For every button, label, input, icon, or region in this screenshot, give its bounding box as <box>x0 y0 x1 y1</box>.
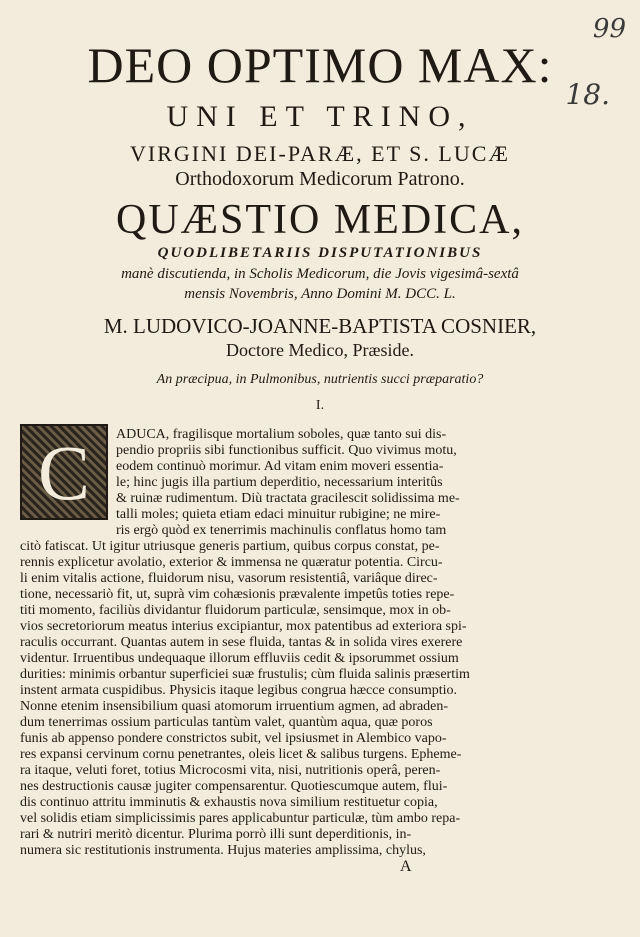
dedication-patron: Orthodoxorum Medicorum Patrono. <box>175 168 465 190</box>
disputation-date-line2: mensis Novembris, Anno Domini M. DCC. L. <box>184 286 456 302</box>
dedication-title: DEO OPTIMO MAX: <box>87 37 553 93</box>
body-line: ra itaque, veluti foret, totius Microcosmi vita, nisi, nutritionis operâ, peren- <box>20 763 441 778</box>
body-line: numera sic restitutionis instrumenta. Hujus materies amplissima, chylus, <box>20 843 426 858</box>
body-line: instent armata cuspidibus. Physicis itaque legibus congrua hæcce consumptio. <box>20 683 458 698</box>
body-line: vel solidis etiam simplicissimis pares applicabuntur particulæ, tùm ambo repa- <box>20 811 461 826</box>
body-line: & ruinæ rudimentum. Diù tractata gracilescit solidissima me- <box>116 491 460 506</box>
body-line: dum tenerrimas ossium particulas tantùm valet, quantùm aqua, quæ poros <box>20 715 433 730</box>
handwritten-margin-note: 18. <box>565 78 610 111</box>
body-line: rari & nutriri meritò dicentur. Plurima porrò illi sunt deperditionis, in- <box>20 827 412 842</box>
handwritten-page-number: 99 <box>592 14 626 44</box>
presider-name: M. LUDOVICO-JOANNE-BAPTISTA COSNIER, <box>103 314 537 338</box>
dedication-virgin: VIRGINI DEI-PARÆ, ET S. LUCÆ <box>130 141 510 166</box>
body-line: tione, necessariò fit, ut, suprà vim cohæsionis prævalente impetûs toties repe- <box>20 587 455 602</box>
body-line: pendio propriis sibi functionibus sufficit. Quo vivimus motu, <box>116 443 457 458</box>
body-line: res expansi cervinum cornu penetrantes, oleis licet & salibus turgens. Epheme- <box>20 747 462 762</box>
body-line: durities: minimis orbantur superficiei suæ frustulis; cùm fluida salinis præsertim <box>20 667 470 682</box>
body-line: titi momento, faciliùs dividantur fluidorum particulæ, sensimque, mox in ob- <box>20 603 451 618</box>
body-line: raculis occurrant. Quantas autem in sese fluida, tantas & in solida vires exerere <box>20 635 463 650</box>
body-line: nes destructionis causæ jugiter compensarentur. Quotiescumque autem, flui- <box>20 779 448 794</box>
section-number: I. <box>315 398 325 413</box>
body-line: videntur. Irruentibus undequaque illorum effluviis cedit & ipsorummet ossium <box>20 651 459 666</box>
question-title: QUÆSTIO MEDICA, <box>116 197 524 243</box>
body-line: ris ergò quòd ex tenerrimis machinulis conflatus homo tam <box>116 523 447 538</box>
presider-role: Doctore Medico, Præside. <box>226 340 414 360</box>
body-line: talli moles; quieta etiam edaci minuitur rubigine; ne mire- <box>116 507 441 522</box>
body-line: ADUCA, fragilisque mortalium soboles, quæ tanto sui dis- <box>116 427 447 442</box>
body-line: funis ab appenso pondere constrictos subit, vel ipsiusmet in Alembico vapo- <box>20 731 447 746</box>
thesis-question: An præcipua, in Pulmonibus, nutrientis succi præparatio? <box>156 372 484 387</box>
body-line: eodem continuò morimur. Ad vitam enim moveri essentia- <box>116 459 444 474</box>
signature-mark: A <box>400 858 412 875</box>
body-line: dis continuo attritu imminutis & exhaustis nova similium restituetur copia, <box>20 795 438 810</box>
body-line: rennis explicetur avolatio, exterior & immensa ne quæratur potentia. Circu- <box>20 555 443 570</box>
decorated-initial <box>20 424 108 520</box>
body-line: le; hinc jugis illa partium deperditio, necessarium interitûs <box>116 475 443 490</box>
body-line: vios secretoriorum meatus interius excipiantur, mox patentibus ad exteriora spi- <box>20 619 467 634</box>
body-line: Nonne etenim insensibilium quasi atomorum irruentium agmen, ad abraden- <box>20 699 449 714</box>
dedication-trinity: UNI ET TRINO, <box>166 100 474 133</box>
body-line: citò fatiscat. Ut igitur utriusque generis partium, quibus corpus constat, pe- <box>20 539 440 554</box>
body-line: li enim vitalis actione, fluidorum nisu, vasorum resistentiâ, variâque direc- <box>20 571 438 586</box>
disputation-heading: QUODLIBETARIIS DISPUTATIONIBUS <box>157 245 483 261</box>
initial-letter: C <box>37 429 91 516</box>
disputation-date-line1: manè discutienda, in Scholis Medicorum, die Jovis vigesimâ-sextâ <box>121 266 519 282</box>
